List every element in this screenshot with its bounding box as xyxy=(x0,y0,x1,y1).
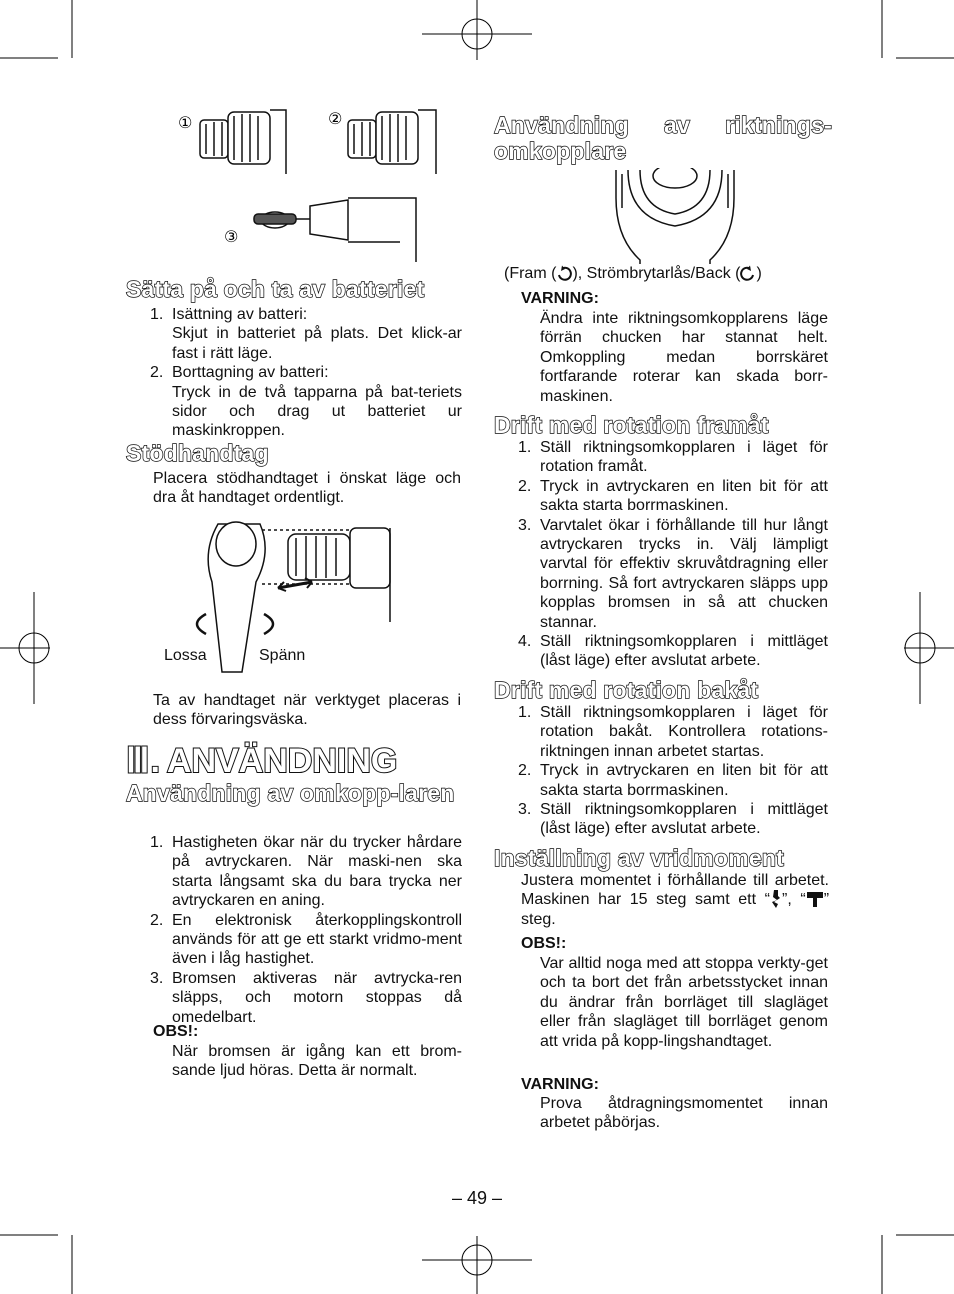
loosen-label: Lossa xyxy=(164,647,207,664)
step-1-label: ① xyxy=(178,113,193,132)
reverse-list xyxy=(494,703,828,839)
drill-head-figure-1 xyxy=(200,110,286,174)
battery-list xyxy=(126,305,462,441)
torque-note-text: Var alltid noga med att stoppa verkty-get och ta bort det från arbetsstycket innan du ändrar från borrläget till slagläget eller från slagläget till borrläget genom att vrida på kopp-lingshandtaget. xyxy=(540,955,828,1050)
battery-heading: Sätta på och ta av batteriet xyxy=(126,276,425,302)
direction-warning-label: VARNING: xyxy=(521,290,599,307)
list-item: 2. Borttagning av batteri: Tryck in de två tapparna på bat-teriets sidor och drag ut batteriet ur maskinkroppen. xyxy=(150,364,462,440)
forward-heading: Drift med rotation framåt xyxy=(494,412,769,438)
direction-caption: (Fram ( ), Strömbrytarlås/Back ( ) xyxy=(504,265,762,282)
battery-figure xyxy=(170,102,470,267)
switch-note-label: OBS!: xyxy=(153,1023,199,1040)
step-3-label: ③ xyxy=(224,227,239,246)
side-handle-after-text: Ta av handtaget när verktyget placeras i dess förvaringsväska. xyxy=(153,692,461,729)
reverse-heading: Drift med rotation bakåt xyxy=(494,677,759,703)
hammer-mode-icon xyxy=(806,891,824,907)
list-item: 1. Isättning av batteri: Skjut in batteriet på plats. Det klick-ar fast i rätt läge. xyxy=(150,306,462,362)
side-handle-heading: Stödhandtag xyxy=(126,440,269,466)
list-item: 3. Varvtalet ökar i förhållande till hur långt avtryckaren trycks in. Välj lämpligt varvtal för effektiv skruvåtdragning eller borrning. Så fort avtryckaren släpps upp kopplas bromsen in så att chucken stannar. xyxy=(518,516,828,631)
switch-usage-heading: Användning av omkopp-laren xyxy=(126,780,455,806)
step-2-label: ② xyxy=(328,109,343,128)
torque-warning-label: VARNING: xyxy=(521,1076,599,1093)
torque-warning-text: Prova åtdragningsmomentet innan arbetet påbörjas. xyxy=(540,1095,828,1132)
forward-rotation-icon xyxy=(556,265,572,281)
list-item: 2. Tryck in avtryckaren en liten bit för att sakta starta borrmaskinen. xyxy=(518,762,828,799)
drill-mode-icon xyxy=(770,890,782,908)
torque-heading: Inställning av vridmoment xyxy=(494,845,784,871)
page-number: – 49 – xyxy=(451,1188,503,1208)
list-item: 1. Ställ riktningsomkopplaren i läget för rotation framåt. xyxy=(518,439,828,476)
list-item: 4. Ställ riktningsomkopplaren i mittläget (låst läge) efter avslutat arbete. xyxy=(518,633,828,670)
side-handle-figure xyxy=(162,512,432,692)
usage-title: Ⅲ. ANVÄNDNING xyxy=(126,742,398,780)
tighten-label: Spänn xyxy=(259,647,306,664)
reverse-rotation-icon xyxy=(740,265,756,281)
torque-text: Justera momentet i förhållande till arbetet. Maskinen har 15 steg samt ett “ ”, “ ” steg. xyxy=(521,872,830,928)
direction-switch-figure xyxy=(610,168,740,264)
list-item: 1. Hastigheten ökar när du trycker hårdare på avtryckaren. När maski-nen ska starta långsamt ska du bara trycka ner avtryckaren en aning. xyxy=(150,834,462,910)
side-handle-text: Placera stödhandtaget i önskat läge och dra åt handtaget ordentligt. xyxy=(153,470,461,507)
list-item: 2. En elektronisk återkopplingskontroll används för att ge ett starkt vridmo-ment även i låg hastighet. xyxy=(150,911,462,968)
drill-head-figure-2 xyxy=(348,110,436,174)
torque-note-label: OBS!: xyxy=(521,935,567,952)
switch-note-text: När bromsen är igång kan ett brom-sande ljud höras. Detta är normalt. xyxy=(172,1043,462,1080)
list-item: 3. Bromsen aktiveras när avtrycka-ren släpps, och motorn stoppas då omedelbart. xyxy=(150,969,462,1026)
switch-usage-list xyxy=(126,833,462,1027)
direction-warning-text: Ändra inte riktningsomkopplarens läge förrän chucken har stannat helt. Omkoppling medan borrskäret fortfarande roterar kan skada borr-maskinen. xyxy=(540,310,828,405)
list-item: 3. Ställ riktningsomkopplaren i mittläget (låst läge) efter avslutat arbete. xyxy=(518,801,828,838)
roman-numeral: Ⅲ. xyxy=(126,742,161,780)
forward-list xyxy=(494,438,828,671)
screwdriver-bit-figure xyxy=(254,198,416,262)
list-item: 1. Ställ riktningsomkopplaren i läget för rotation bakåt. Kontrollera rotations-riktningen innan arbetet startas. xyxy=(518,704,828,760)
direction-switch-heading: Användning av riktnings-omkopplare xyxy=(494,112,832,164)
list-item: 2. Tryck in avtryckaren en liten bit för att sakta starta borrmaskinen. xyxy=(518,477,828,515)
